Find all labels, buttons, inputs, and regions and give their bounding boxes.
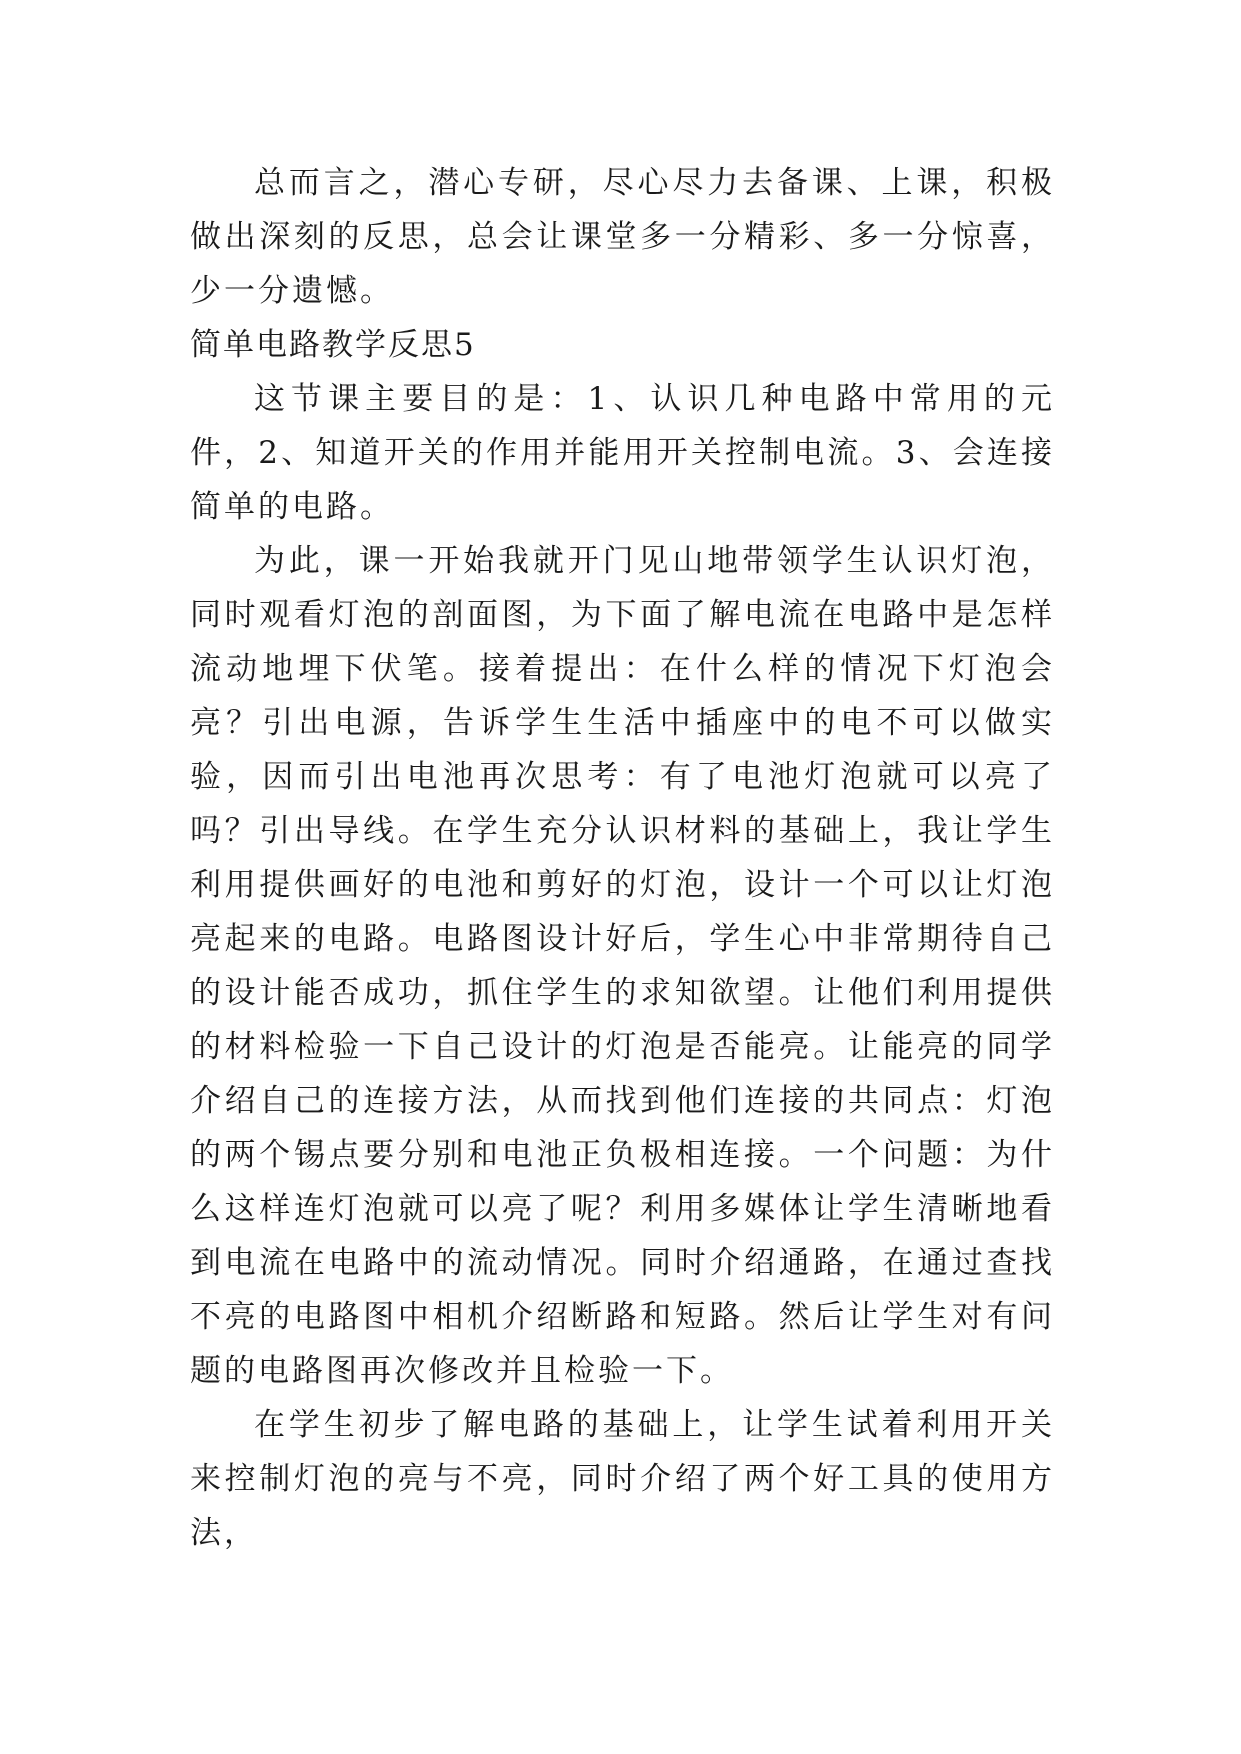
section-heading: 简单电路教学反思5 <box>190 327 476 363</box>
paragraph-objectives: 这节课主要目的是：1、认识几种电路中常用的元件，2、知道开关的作用并能用开关控制电流。3、会连接简单的电路。 <box>190 381 1055 525</box>
paragraph-conclusion: 总而言之，潜心专研，尽心尽力去备课、上课，积极做出深刻的反思，总会让课堂多一分精彩、多一分惊喜，少一分遗憾。 <box>190 165 1055 309</box>
paragraph-switch-control: 在学生初步了解电路的基础上，让学生试着利用开关来控制灯泡的亮与不亮，同时介绍了两个好工具的使用方法， <box>190 1407 1055 1551</box>
paragraph-lesson-process: 为此，课一开始我就开门见山地带领学生认识灯泡，同时观看灯泡的剖面图，为下面了解电流在电路中是怎样流动地埋下伏笔。接着提出：在什么样的情况下灯泡会亮？引出电源，告诉学生生活中插座中的电不可以做实验，因而引出电池再次思考：有了电池灯泡就可以亮了吗？引出导线。在学生充分认识材料的基础上，我让学生利用提供画好的电池和剪好的灯泡，设计一个可以让灯泡亮起来的电路。电路图设计好后，学生心中非常期待自己的设计能否成功，抓住学生的求知欲望。让他们利用提供的材料检验一下自己设计的灯泡是否能亮。让能亮的同学介绍自己的连接方法，从而找到他们连接的共同点：灯泡的两个锡点要分别和电池正负极相连接。一个问题：为什么这样连灯泡就可以亮了呢？利用多媒体让学生清晰地看到电流在电路中的流动情况。同时介绍通路，在通过查找不亮的电路图中相机介绍断路和短路。然后让学生对有问题的电路图再次修改并且检验一下。 <box>190 543 1055 1389</box>
document-body <box>190 156 1055 1560</box>
